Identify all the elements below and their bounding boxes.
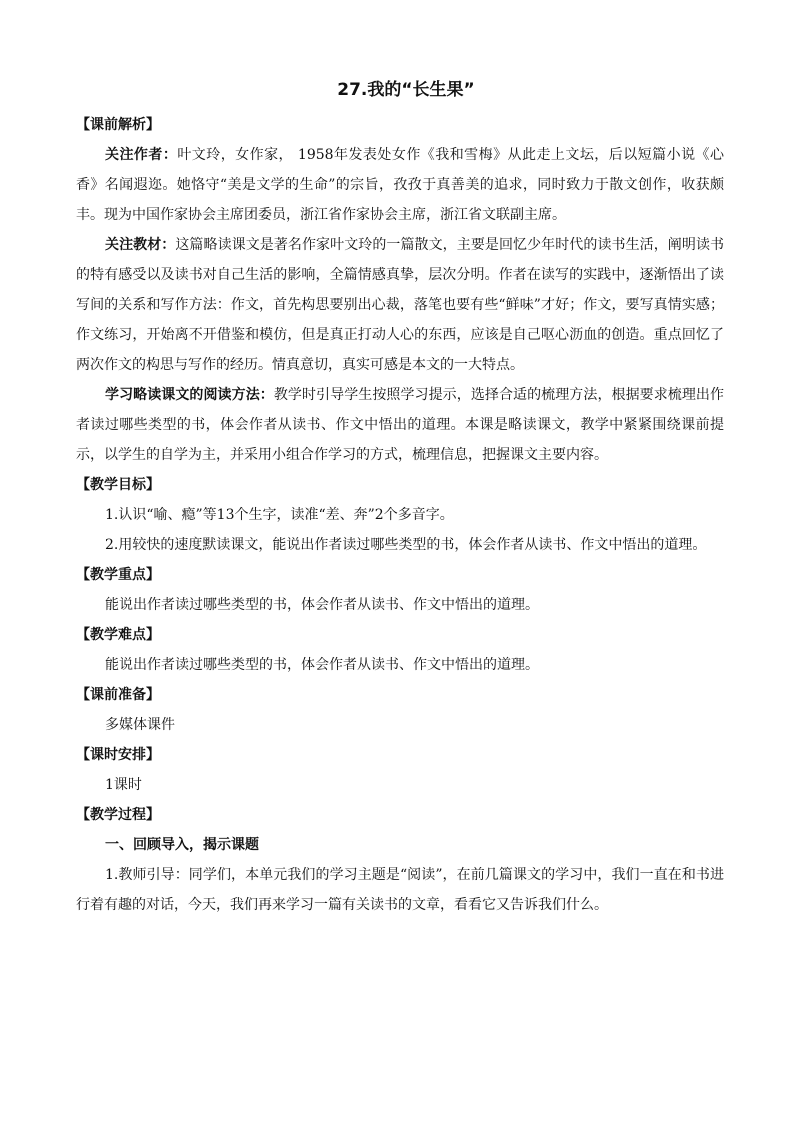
- material-text: 这篇略读课文是著名作家叶文玲的一篇散文，主要是回忆少年时代的读书生活，阐明读书的特有感受以及读书对自己生活的影响，全篇情感真挚，层次分明。作者在读写的实践中，逐渐悟出了读写间的关系和写作方法：作文，首先构思要别出心裁，落笔也要有些“鲜味”才好；作文，要写真情实感；作文练习，开始离不开借鉴和模仿，但是真正打动人心的东西，应该是自己呕心沥血的创造。重点回忆了两次作文的构思与写作的经历。情真意切，真实可感是本文的一大特点。: [76, 237, 725, 373]
- author-paragraph: [76, 140, 724, 230]
- process-step-1-title: 一、回顾导入，揭示课题: [105, 837, 259, 853]
- difficulties-text: 能说出作者读过哪些类型的书，体会作者从读书、作文中悟出的道理。: [105, 657, 539, 673]
- goal-item-2: 2.用较快的速度默读课文，能说出作者读过哪些类型的书，体会作者从读书、作文中悟出的道理。: [105, 537, 707, 553]
- material-label: 关注教材：: [105, 237, 176, 253]
- section-heading-difficulties: 【教学难点】: [76, 627, 160, 643]
- schedule-text: 1课时: [105, 777, 142, 793]
- preparation-text: 多媒体课件: [105, 717, 175, 733]
- section-heading-goals: 【教学目标】: [76, 477, 160, 493]
- process-step-1-text: 1.教师引导：同学们，本单元我们的学习主题是“阅读”，在前几篇课文的学习中，我们一直在和书进行着有趣的对话，今天，我们再来学习一篇有关读书的文章，看看它又告诉我们什么。: [76, 867, 724, 913]
- goal-item-1: 1.认识“喻、瘾”等13个生字，读准“差、奔”2个多音字。: [105, 507, 454, 523]
- page-title: 27.我的“长生果”: [337, 80, 475, 100]
- method-text: 教学时引导学生按照学习提示，选择合适的梳理方法，根据要求梳理出作者读过哪些类型的书，体会作者从读书、作文中悟出的道理。本课是略读课文，教学中紧紧围绕课前提示，以学生的自学为主，并采用小组合作学习的方式，梳理信息，把握课文主要内容。: [76, 387, 725, 463]
- author-text: 叶文玲，女作家， 1958年发表处女作《我和雪梅》从此走上文坛，后以短篇小说《心香》名闻遐迩。她恪守“美是文学的生命”的宗旨，孜孜于真善美的追求，同时致力于散文创作，收获颇丰。现为中国作家协会主席团委员，浙江省作家协会主席，浙江省文联副主席。: [76, 147, 725, 223]
- method-paragraph: [76, 380, 724, 470]
- section-heading-process: 【教学过程】: [76, 807, 160, 823]
- section-heading-key-points: 【教学重点】: [76, 567, 160, 583]
- section-heading-preparation: 【课前准备】: [76, 687, 160, 703]
- author-label: 关注作者：: [105, 147, 178, 163]
- key-points-text: 能说出作者读过哪些类型的书，体会作者从读书、作文中悟出的道理。: [105, 597, 539, 613]
- document-page: [76, 78, 724, 920]
- section-heading-schedule: 【课时安排】: [76, 747, 160, 763]
- method-label: 学习略读课文的阅读方法：: [105, 387, 274, 403]
- material-paragraph: [76, 230, 724, 380]
- section-heading-pre-analysis: 【课前解析】: [76, 117, 160, 133]
